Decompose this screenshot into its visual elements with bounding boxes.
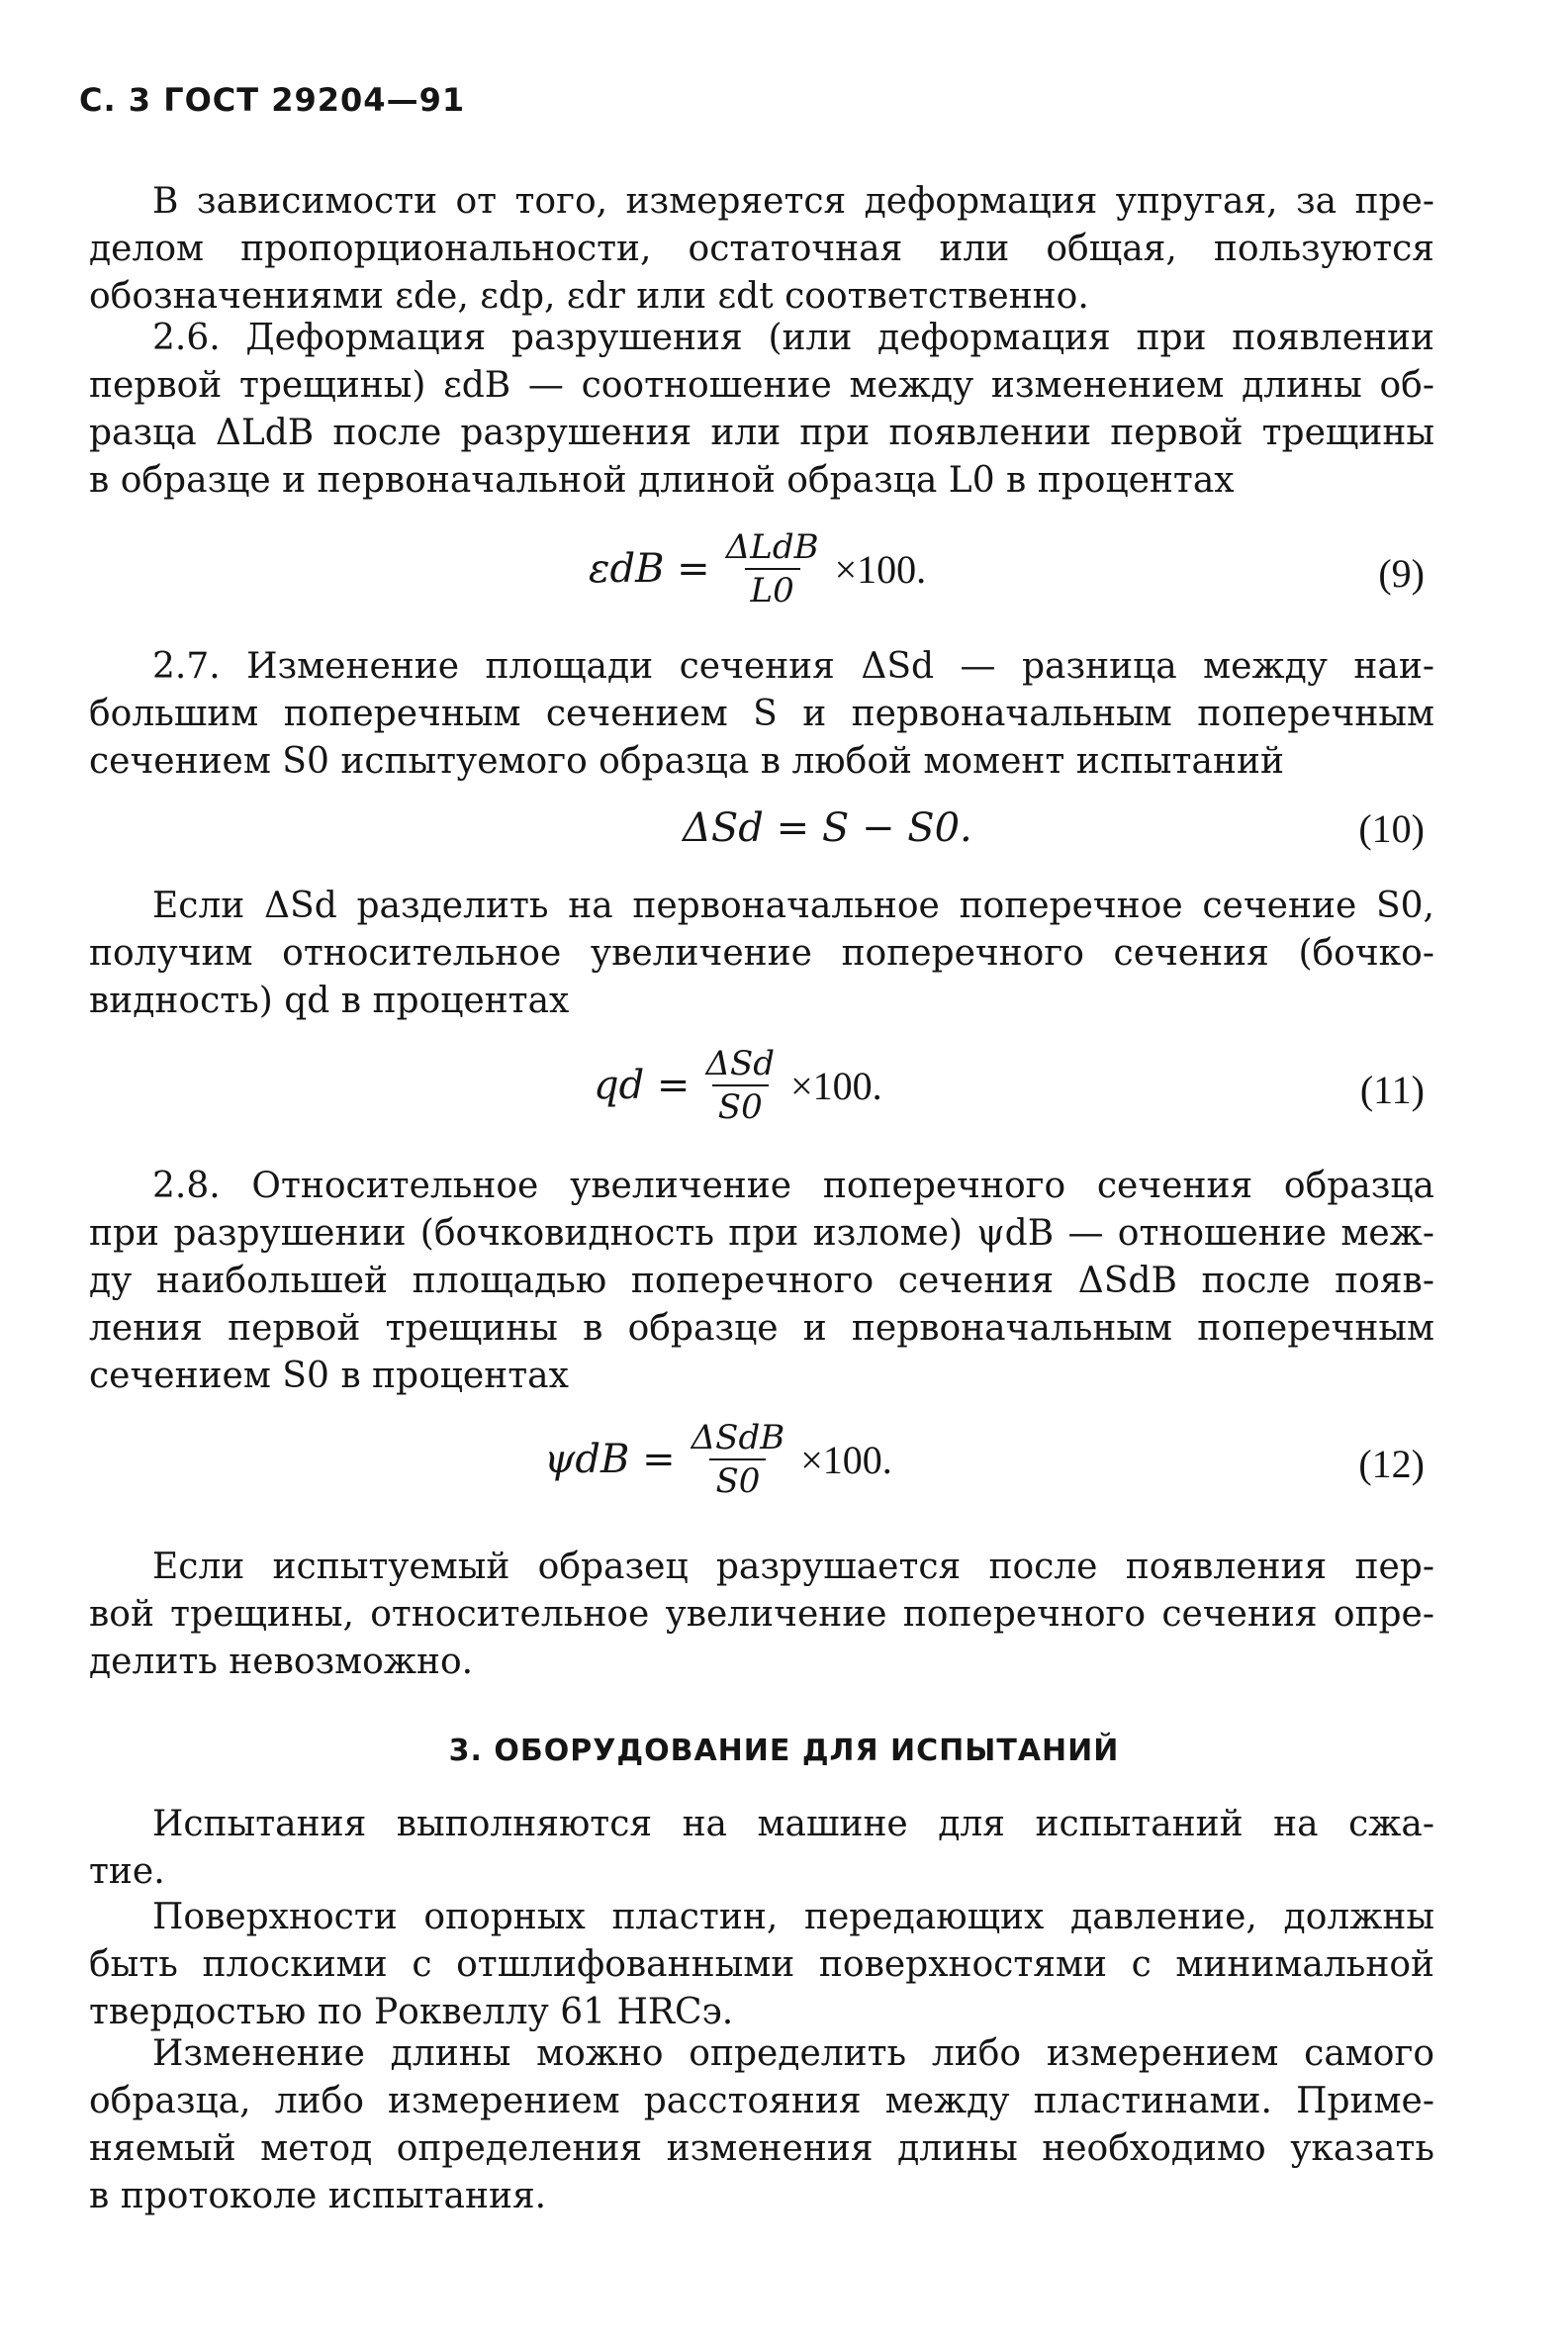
text-line: в протоколе испытания. xyxy=(89,2176,547,2216)
paragraph-test-machine xyxy=(89,1801,1434,1896)
formula-12 xyxy=(79,1413,1454,1522)
paragraph-barreling xyxy=(89,883,1434,1025)
text-line: разца ΔLdB после разрушения или при появлении первой трещины xyxy=(89,413,1434,453)
equation-number: (12) xyxy=(1358,1442,1425,1486)
fraction xyxy=(699,1043,781,1128)
text-line: 2.8. Относительное увеличение поперечного сечения образца xyxy=(152,1166,1434,1206)
formula-tail: ×100. xyxy=(834,546,927,592)
paragraph-plates xyxy=(89,1894,1434,2036)
text-line: первой трещины) εdB — соотношение между изменением длины об- xyxy=(89,365,1434,406)
text-line: при разрушении (бочковидность при изломе) ψdB — отношение меж- xyxy=(89,1213,1434,1254)
fraction-denominator: S0 xyxy=(712,1084,769,1128)
equation-number: (9) xyxy=(1378,551,1425,596)
text-line: быть плоскими с отшлифованными поверхностями с минимальной xyxy=(89,1944,1434,1985)
text-line: вой трещины, относительное увеличение поперечного сечения опре- xyxy=(89,1594,1434,1635)
paragraph-deformation-types xyxy=(89,178,1434,321)
paragraph-2-7 xyxy=(89,643,1434,786)
text-line: В зависимости от того, измеряется деформация упругая, за пре- xyxy=(152,181,1434,222)
fraction-denominator: S0 xyxy=(709,1458,766,1502)
text-line: няемый метод определения изменения длины необходимо указать xyxy=(89,2128,1434,2169)
text-line: большим поперечным сечением S и первоначальным поперечным xyxy=(89,694,1434,734)
formula-lhs: εdB = xyxy=(589,546,710,592)
text-line: делить невозможно. xyxy=(89,1642,474,1682)
text-line: Изменение длины можно определить либо измерением самого xyxy=(152,2033,1434,2074)
text-line: получим относительное увеличение поперечного сечения (бочко- xyxy=(89,933,1434,974)
text-line: в образце и первоначальной длиной образца L0 в процентах xyxy=(89,460,1235,501)
formula-9 xyxy=(79,522,1454,631)
equation-number: (10) xyxy=(1358,806,1425,851)
formula-expression: ΔSd = S − S0. xyxy=(683,805,972,851)
paragraph-2-6 xyxy=(89,315,1434,505)
page-header: С. 3 ГОСТ 29204—91 xyxy=(79,81,466,119)
fraction-numerator: ΔSd xyxy=(705,1044,776,1083)
fraction-denominator: L0 xyxy=(745,568,800,611)
text-line: ду наибольшей площадью поперечного сечения ΔSdB после появ- xyxy=(89,1261,1434,1301)
text-line: 2.7. Изменение площади сечения ΔSd — разница между наи- xyxy=(152,646,1434,687)
section-heading: 3. ОБОРУДОВАНИЕ ДЛЯ ИСПЫТАНИЙ xyxy=(448,1734,1120,1768)
text-line: делом пропорциональности, остаточная или общая, пользуются xyxy=(89,229,1434,269)
paragraph-failure-note xyxy=(89,1544,1434,1686)
fraction xyxy=(720,526,825,611)
text-line: 2.6. Деформация разрушения (или деформация при появлении xyxy=(152,318,1434,358)
text-line: Поверхности опорных пластин, передающих давление, должны xyxy=(152,1897,1434,1937)
text-line: твердостью по Роквеллу 61 HRCэ. xyxy=(89,1992,734,2032)
formula-tail: ×100. xyxy=(800,1437,892,1482)
text-line: Испытания выполняются на машине для испытаний на сжа- xyxy=(152,1804,1434,1844)
text-line: сечением S0 в процентах xyxy=(89,1356,569,1396)
formula-11 xyxy=(79,1039,1454,1148)
paragraph-2-8 xyxy=(89,1163,1434,1400)
text-line: Если испытуемый образец разрушается после появления пер- xyxy=(152,1547,1434,1587)
text-line: сечением S0 испытуемого образца в любой момент испытаний xyxy=(89,741,1284,782)
text-line: видность) qd в процентах xyxy=(89,981,570,1021)
text-line: ления первой трещины в образце и первоначальным поперечным xyxy=(89,1308,1434,1349)
equation-number: (11) xyxy=(1359,1068,1425,1112)
text-line: обозначениями εde, εdp, εdr или εdt соответственно. xyxy=(89,276,1089,317)
formula-lhs: qd = xyxy=(594,1063,691,1108)
formula-10 xyxy=(79,799,1454,859)
fraction-numerator: ΔSdB xyxy=(691,1418,785,1457)
fraction-numerator: ΔLdB xyxy=(725,527,819,567)
paragraph-length-change xyxy=(89,2030,1434,2220)
formula-lhs: ψdB = xyxy=(544,1437,676,1482)
formula-tail: ×100. xyxy=(790,1063,882,1108)
text-line: Если ΔSd разделить на первоначальное поперечное сечение S0, xyxy=(152,886,1434,926)
text-line: образца, либо измерением расстояния между пластинами. Приме- xyxy=(89,2081,1434,2121)
text-line: тие. xyxy=(89,1851,165,1892)
fraction xyxy=(686,1417,791,1502)
